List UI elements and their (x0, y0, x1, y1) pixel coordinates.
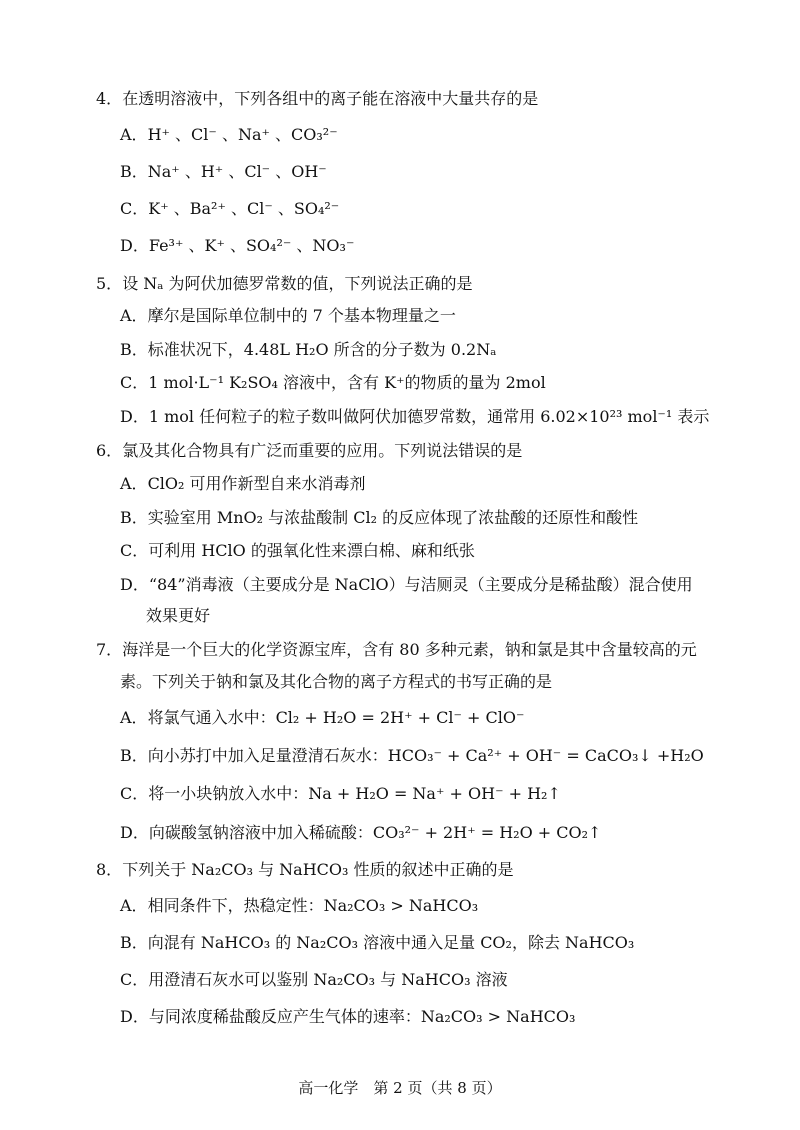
option-text: 向小苏打中加入足量澄清石灰水：HCO₃⁻ + Ca²⁺ + OH⁻ = CaCO₃↓ +H₂O (147, 746, 704, 765)
option-label: B． (120, 162, 148, 181)
question-7-stem (96, 639, 697, 661)
question-7-option-c (120, 783, 561, 805)
option-label: B． (120, 340, 148, 359)
option-label: D． (120, 407, 149, 426)
option-label: D． (120, 823, 149, 842)
option-text: Fe³⁺ 、K⁺ 、SO₄²⁻ 、NO₃⁻ (148, 236, 355, 255)
option-label: D． (120, 1007, 149, 1026)
question-text: 在透明溶液中，下列各组中的离子能在溶液中大量共存的是 (122, 89, 539, 108)
option-text: ClO₂ 可用作新型自来水消毒剂 (147, 474, 366, 493)
question-number: 5． (96, 274, 123, 293)
option-label: A． (120, 474, 148, 493)
option-text: H⁺ 、Cl⁻ 、Na⁺ 、CO₃²⁻ (147, 125, 338, 144)
option-text: K⁺ 、Ba²⁺ 、Cl⁻ 、SO₄²⁻ (148, 199, 340, 218)
option-label: A． (120, 125, 148, 144)
option-text: 将氯气通入水中：Cl₂ + H₂O = 2H⁺ + Cl⁻ + ClO⁻ (147, 708, 525, 727)
option-text: 实验室用 MnO₂ 与浓盐酸制 Cl₂ 的反应体现了浓盐酸的还原性和酸性 (147, 508, 639, 527)
question-number: 7． (96, 640, 123, 659)
option-label: C． (120, 199, 149, 218)
option-text: 向混有 NaHCO₃ 的 Na₂CO₃ 溶液中通入足量 CO₂，除去 NaHCO₃ (147, 933, 635, 952)
question-7-option-a (120, 707, 524, 729)
question-4-option-d (120, 235, 354, 257)
question-6-option-b (120, 507, 638, 529)
option-label: C． (120, 784, 149, 803)
option-label: D． (120, 575, 149, 594)
option-text: 用澄清石灰水可以鉴别 Na₂CO₃ 与 NaHCO₃ 溶液 (148, 970, 508, 989)
question-4-stem (96, 88, 538, 110)
option-label: C． (120, 970, 149, 989)
question-7-option-b (120, 745, 704, 767)
option-text: 1 mol 任何粒子的粒子数叫做阿伏加德罗常数，通常用 6.02×10²³ mol⁻¹ 表示 (148, 407, 710, 426)
question-8-option-a (120, 895, 478, 917)
option-label: A． (120, 708, 148, 727)
option-text: 与同浓度稀盐酸反应产生气体的速率：Na₂CO₃ > NaHCO₃ (148, 1007, 576, 1026)
option-label: B． (120, 508, 148, 527)
question-5-option-a (120, 305, 456, 327)
option-text: 摩尔是国际单位制中的 7 个基本物理量之一 (147, 306, 456, 325)
question-7-option-d (120, 822, 601, 844)
question-6-option-a (120, 473, 366, 495)
question-5-stem (96, 273, 473, 295)
question-8-option-c (120, 969, 508, 991)
question-number: 6． (96, 441, 123, 460)
option-text: “84”消毒液（主要成分是 NaClO）与洁厕灵（主要成分是稀盐酸）混合使用 (148, 575, 693, 594)
question-text: 海洋是一个巨大的化学资源宝库，含有 80 多种元素，钠和氯是其中含量较高的元 (122, 640, 697, 659)
question-6-option-d (120, 574, 693, 596)
option-text: 可利用 HClO 的强氧化性来漂白棉、麻和纸张 (148, 541, 475, 560)
question-8-stem (96, 859, 514, 881)
question-number: 4． (96, 89, 123, 108)
option-label: C． (120, 373, 149, 392)
page-footer: 高一化学 第 2 页（共 8 页） (298, 1079, 502, 1097)
question-6-option-c (120, 540, 475, 562)
question-text: 设 Nₐ 为阿伏加德罗常数的值，下列说法正确的是 (122, 274, 473, 293)
question-text: 下列关于 Na₂CO₃ 与 NaHCO₃ 性质的叙述中正确的是 (122, 860, 514, 879)
option-label: A． (120, 306, 148, 325)
question-5-option-d (120, 406, 709, 428)
question-8-option-d (120, 1006, 575, 1028)
question-6-option-d-continued: 效果更好 (146, 606, 211, 625)
option-text: 1 mol·L⁻¹ K₂SO₄ 溶液中，含有 K⁺的物质的量为 2mol (148, 373, 546, 392)
question-4-option-b (120, 161, 327, 183)
option-label: B． (120, 933, 148, 952)
option-text: 相同条件下，热稳定性：Na₂CO₃ > NaHCO₃ (147, 896, 479, 915)
option-text: 向碳酸氢钠溶液中加入稀硫酸：CO₃²⁻ + 2H⁺ = H₂O + CO₂↑ (148, 823, 602, 842)
option-label: D． (120, 236, 149, 255)
question-7-stem-continued: 素。下列关于钠和氯及其化合物的离子方程式的书写正确的是 (120, 672, 553, 691)
option-text: 标准状况下，4.48L H₂O 所含的分子数为 0.2Nₐ (147, 340, 497, 359)
question-5-option-c (120, 372, 546, 394)
option-label: A． (120, 896, 148, 915)
option-label: B． (120, 746, 148, 765)
option-text: 将一小块钠放入水中：Na + H₂O = Na⁺ + OH⁻ + H₂↑ (148, 784, 561, 803)
question-6-stem (96, 440, 522, 462)
question-5-option-b (120, 339, 496, 361)
question-8-option-b (120, 932, 634, 954)
option-text: Na⁺ 、H⁺ 、Cl⁻ 、OH⁻ (147, 162, 327, 181)
question-text: 氯及其化合物具有广泛而重要的应用。下列说法错误的是 (122, 441, 523, 460)
question-number: 8． (96, 860, 123, 879)
option-label: C． (120, 541, 149, 560)
question-4-option-c (120, 198, 339, 220)
question-4-option-a (120, 124, 338, 146)
